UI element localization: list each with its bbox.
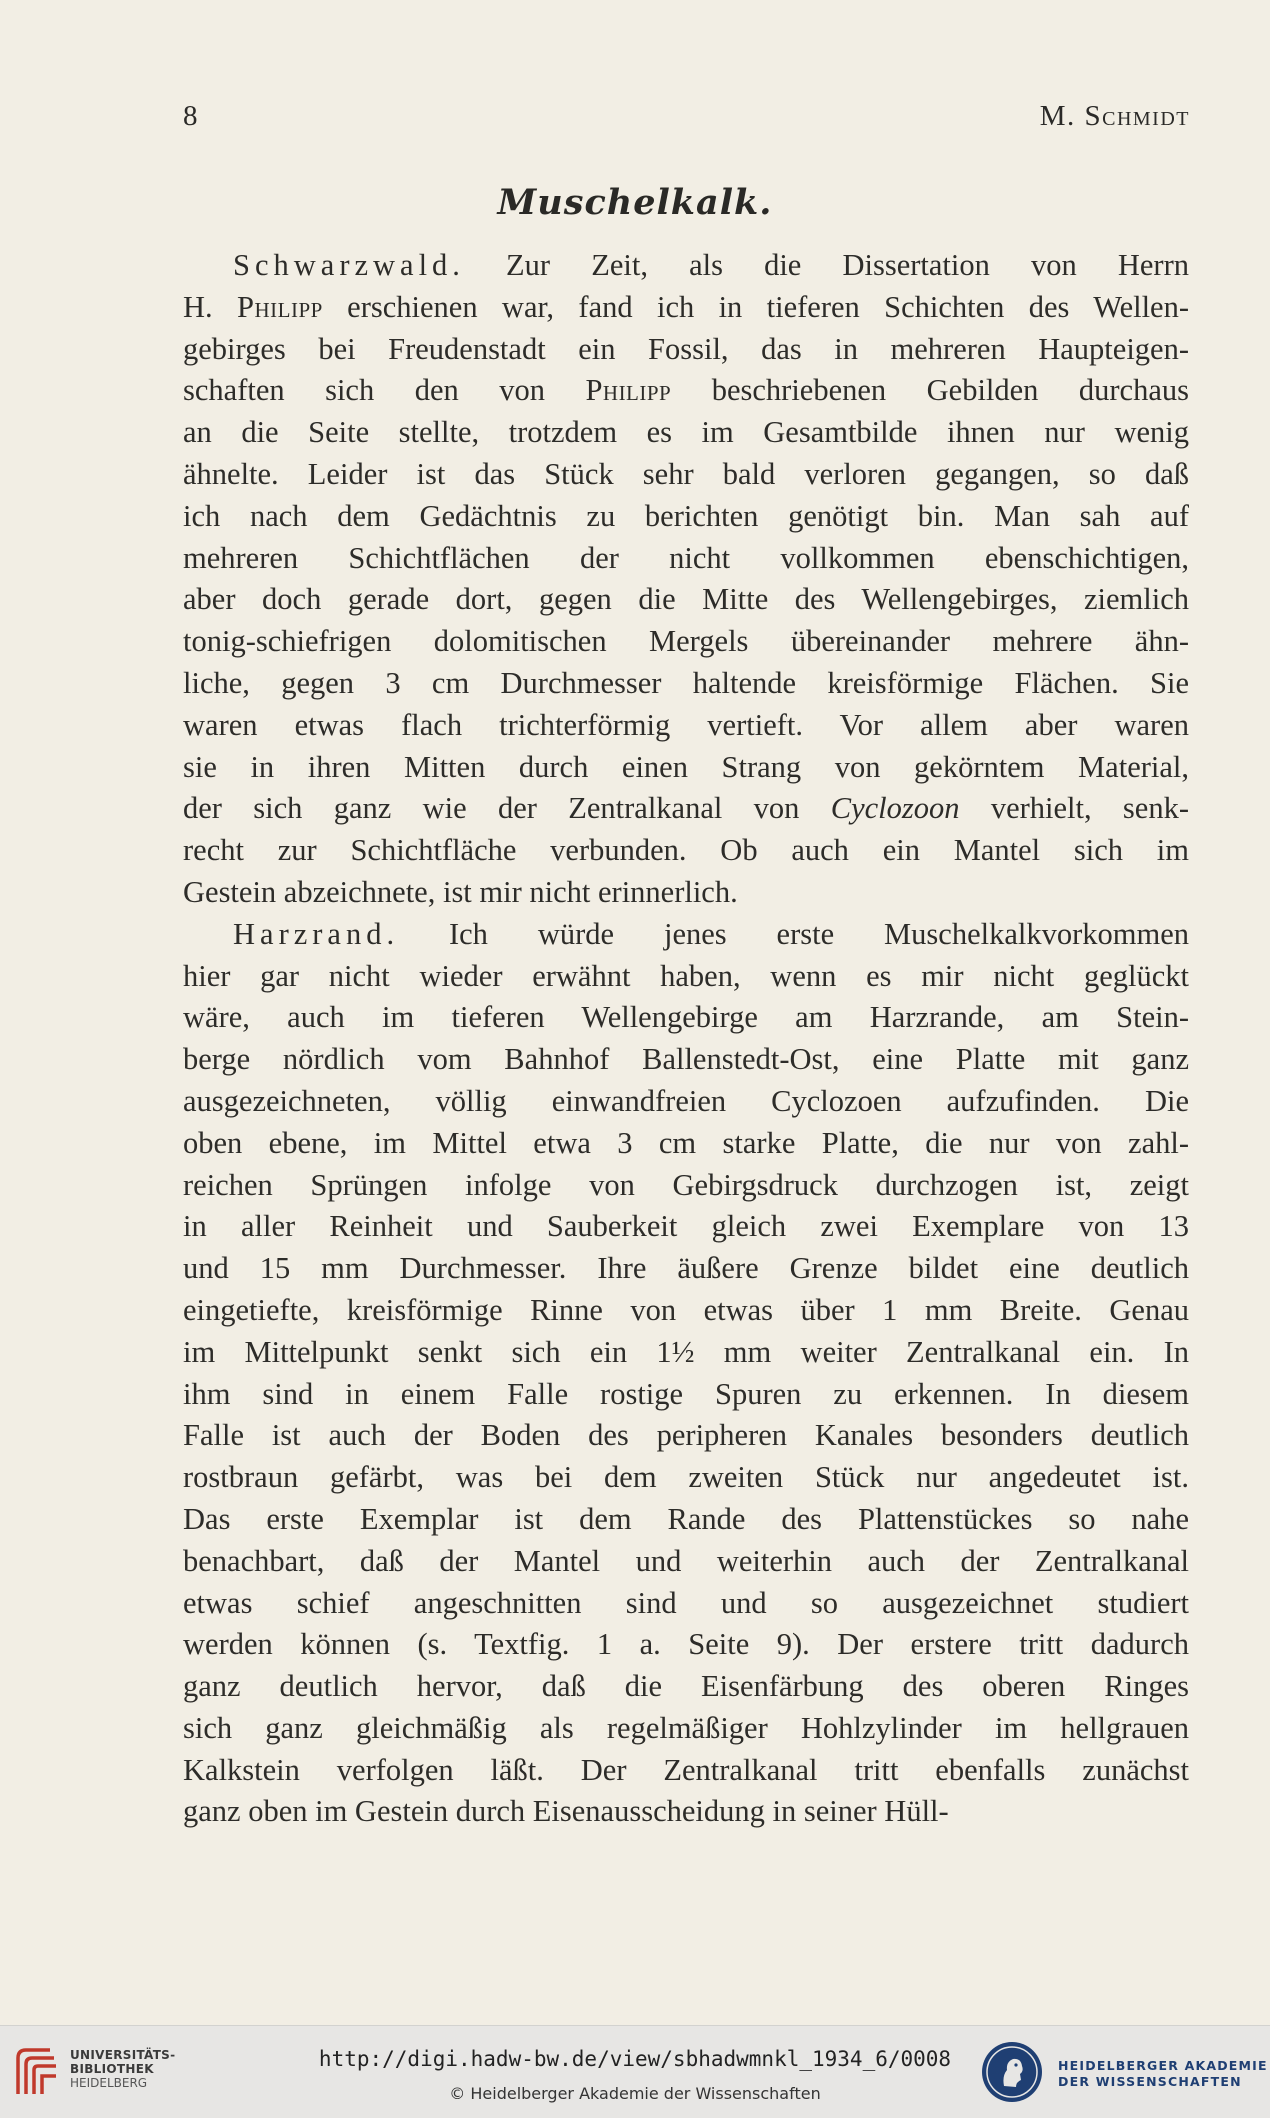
text-line bbox=[183, 872, 1189, 914]
locality-heading: Harzrand. bbox=[233, 916, 400, 951]
text-line bbox=[183, 705, 1189, 747]
text-line bbox=[183, 538, 1189, 580]
paragraph bbox=[183, 245, 1189, 914]
academy-name-line2: DER WISSENSCHAFTEN bbox=[1058, 2074, 1242, 2089]
text-line bbox=[183, 1541, 1189, 1583]
text-line bbox=[183, 1583, 1189, 1625]
text-line bbox=[183, 1708, 1189, 1750]
academy-name bbox=[1058, 2058, 1268, 2090]
text-segment: ausgezeichneten, völlig einwandfreien Cyclozoen aufzufinden. Die bbox=[183, 1083, 1189, 1118]
text-line bbox=[183, 1750, 1189, 1792]
text-segment: werden können (s. Textfig. 1 a. Seite 9). Der erstere tritt dadurch bbox=[183, 1627, 1189, 1662]
text-segment: erschienen war, fand ich in tieferen Schichten des Wellen- bbox=[322, 289, 1189, 324]
permalink-url[interactable]: http://digi.hadw-bw.de/view/sbhadwmnkl_1934_6/0008 bbox=[318, 2047, 952, 2071]
text-line bbox=[183, 1290, 1189, 1332]
text-segment: ihm sind in einem Falle rostige Spuren zu erkennen. In diesem bbox=[183, 1376, 1189, 1411]
text-segment: an die Seite stellte, trotzdem es im Gesamtbilde ihnen nur wenig bbox=[183, 415, 1189, 450]
text-segment: sie in ihren Mitten durch einen Strang von gekörntem Material, bbox=[183, 749, 1189, 784]
text-segment: aber doch gerade dort, gegen die Mitte des Wellengebirges, ziemlich bbox=[183, 582, 1189, 617]
text-segment: Falle ist auch der Boden des peripheren Kanales besonders deutlich bbox=[183, 1418, 1189, 1453]
text-segment: in aller Reinheit und Sauberkeit gleich zwei Exemplare von 13 bbox=[183, 1209, 1189, 1244]
text-line bbox=[183, 1499, 1189, 1541]
text-segment: Kalkstein verfolgen läßt. Der Zentralkanal tritt ebenfalls zunächst bbox=[183, 1752, 1189, 1787]
text-segment: reichen Sprüngen infolge von Gebirgsdruck durchzogen ist, zeigt bbox=[183, 1167, 1189, 1202]
text-segment: berge nördlich vom Bahnhof Ballenstedt-Ost, eine Platte mit ganz bbox=[183, 1042, 1189, 1077]
text-line bbox=[183, 956, 1189, 998]
text-line bbox=[183, 496, 1189, 538]
text-segment: beschriebenen Gebilden durchaus bbox=[671, 373, 1189, 408]
text-line bbox=[183, 287, 1189, 329]
text-line bbox=[183, 914, 1189, 956]
text-line bbox=[183, 830, 1189, 872]
text-line bbox=[183, 621, 1189, 663]
text-segment: waren etwas flach trichterförmig vertieft. Vor allem aber waren bbox=[183, 707, 1189, 742]
running-author: M. Schmidt bbox=[1039, 100, 1190, 132]
text-line bbox=[183, 1081, 1189, 1123]
page-number: 8 bbox=[183, 100, 198, 132]
text-line bbox=[183, 1039, 1189, 1081]
text-segment: mehreren Schichtflächen der nicht vollkommen ebenschichtigen, bbox=[183, 540, 1189, 575]
text-segment: liche, gegen 3 cm Durchmesser haltende kreisförmige Flächen. Sie bbox=[183, 665, 1189, 700]
text-segment: Gestein abzeichnete, ist mir nicht erinnerlich. bbox=[183, 874, 738, 909]
text-segment: hier gar nicht wieder erwähnt haben, wenn es mir nicht geglückt bbox=[183, 958, 1189, 993]
text-segment: verhielt, senk- bbox=[959, 791, 1189, 826]
text-segment: ganz oben im Gestein durch Eisenausscheidung in seiner Hüll- bbox=[183, 1794, 949, 1829]
text-segment: Ich würde jenes erste Muschelkalkvorkommen bbox=[399, 916, 1189, 951]
library-name-line3: HEIDELBERG bbox=[70, 2076, 148, 2090]
paragraph bbox=[183, 914, 1189, 1834]
text-line bbox=[183, 663, 1189, 705]
text-line bbox=[183, 1165, 1189, 1207]
text-segment: gebirges bei Freudenstadt ein Fossil, das in mehreren Haupteigen- bbox=[183, 331, 1189, 366]
copyright-notice: © Heidelberger Akademie der Wissenschaften bbox=[449, 2084, 821, 2103]
footer-bar bbox=[0, 2025, 1270, 2118]
text-segment: ich nach dem Gedächtnis zu berichten genötigt bin. Man sah auf bbox=[183, 498, 1189, 533]
text-segment: Zur Zeit, als die Dissertation von Herrn bbox=[464, 248, 1189, 282]
text-line bbox=[183, 1206, 1189, 1248]
text-line bbox=[183, 747, 1189, 789]
text-line bbox=[183, 579, 1189, 621]
section-title: Muschelkalk. bbox=[497, 182, 773, 223]
running-header bbox=[183, 100, 1190, 140]
text-segment: und 15 mm Durchmesser. Ihre äußere Grenze bildet eine deutlich bbox=[183, 1251, 1189, 1286]
text-line bbox=[183, 245, 1189, 287]
text-segment: H. bbox=[183, 289, 238, 324]
text-line bbox=[183, 1791, 1189, 1833]
text-line bbox=[183, 1248, 1189, 1290]
text-segment: ganz deutlich hervor, daß die Eisenfärbung des oberen Ringes bbox=[183, 1669, 1189, 1704]
text-segment: im Mittelpunkt senkt sich ein 1½ mm weiter Zentralkanal ein. In bbox=[183, 1334, 1189, 1369]
text-segment: schaften sich den von bbox=[183, 373, 586, 408]
text-line bbox=[183, 997, 1189, 1039]
library-name-line2: BIBLIOTHEK bbox=[70, 2062, 154, 2076]
text-line bbox=[183, 412, 1189, 454]
text-line bbox=[183, 1123, 1189, 1165]
text-segment: oben ebene, im Mittel etwa 3 cm starke Platte, die nur von zahl- bbox=[183, 1125, 1189, 1160]
text-line bbox=[183, 1457, 1189, 1499]
text-line bbox=[183, 788, 1189, 830]
taxon-name: Cyclozoon bbox=[830, 791, 960, 826]
text-line bbox=[183, 1332, 1189, 1374]
text-line bbox=[183, 370, 1189, 412]
author-name: Philipp bbox=[585, 373, 672, 408]
text-segment: etwas schief angeschnitten sind und so ausgezeichnet studiert bbox=[183, 1585, 1189, 1620]
academy-name-line1: HEIDELBERGER AKADEMIE bbox=[1058, 2058, 1268, 2073]
author-name: Philipp bbox=[237, 289, 323, 324]
text-segment: Das erste Exemplar ist dem Rande des Plattenstückes so nahe bbox=[183, 1501, 1189, 1536]
text-segment: rostbraun gefärbt, was bei dem zweiten Stück nur angedeutet ist. bbox=[183, 1460, 1189, 1495]
library-name-line1: UNIVERSITÄTS- bbox=[70, 2048, 176, 2062]
text-line bbox=[183, 1624, 1189, 1666]
text-segment: sich ganz gleichmäßig als regelmäßiger Hohlzylinder im hellgrauen bbox=[183, 1710, 1189, 1745]
text-segment: eingetiefte, kreisförmige Rinne von etwas über 1 mm Breite. Genau bbox=[183, 1292, 1189, 1327]
text-line bbox=[183, 1374, 1189, 1416]
body-text bbox=[183, 245, 1189, 1833]
text-segment: der sich ganz wie der Zentralkanal von bbox=[183, 791, 831, 826]
locality-heading: Schwarzwald. bbox=[233, 248, 465, 282]
text-segment: ähnelte. Leider ist das Stück sehr bald verloren gegangen, so daß bbox=[183, 456, 1189, 491]
text-line bbox=[183, 1415, 1189, 1457]
text-segment: wäre, auch im tieferen Wellengebirge am Harzrande, am Stein- bbox=[183, 1000, 1189, 1035]
text-segment: recht zur Schichtfläche verbunden. Ob auch ein Mantel sich im bbox=[183, 833, 1189, 868]
text-segment: tonig-schiefrigen dolomitischen Mergels übereinander mehrere ähn- bbox=[183, 624, 1189, 659]
text-line bbox=[183, 454, 1189, 496]
academy-seal-icon bbox=[980, 2040, 1044, 2104]
text-line bbox=[183, 1666, 1189, 1708]
text-segment: benachbart, daß der Mantel und weiterhin auch der Zentralkanal bbox=[183, 1543, 1189, 1578]
text-line bbox=[183, 329, 1189, 371]
